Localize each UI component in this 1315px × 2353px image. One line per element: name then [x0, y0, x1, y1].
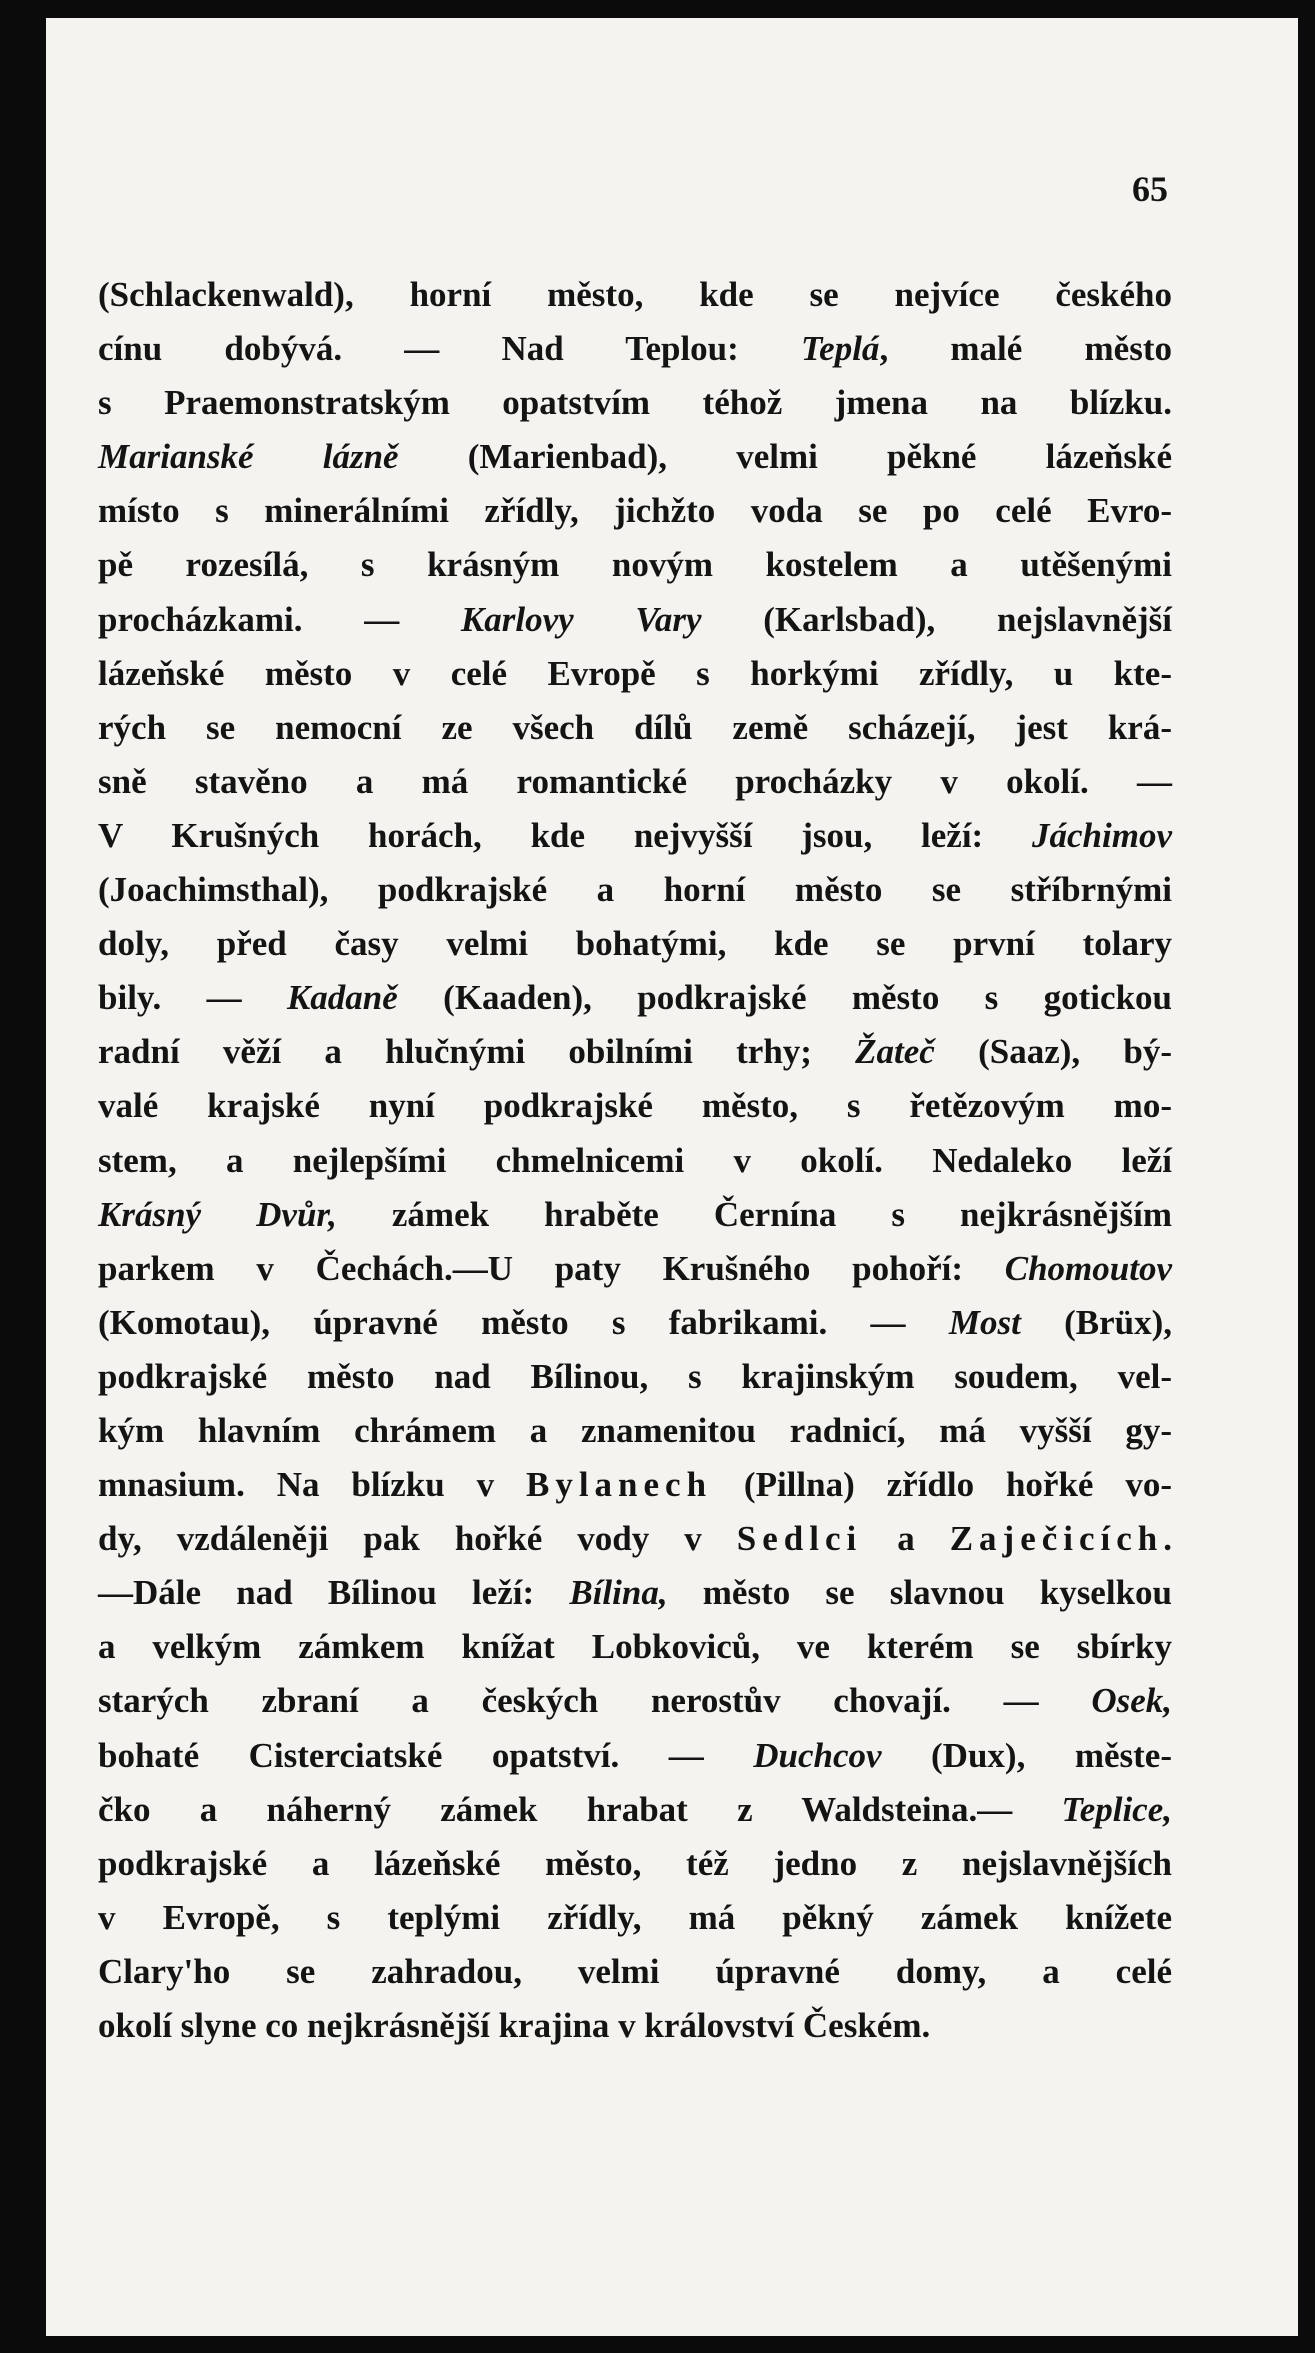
italic-place-name: Teplice, [1061, 1789, 1172, 1829]
text-segment: radní věží a hlučnými obilními trhy; [98, 1032, 856, 1072]
text-segment: (Joachimsthal), podkrajské a horní město se stříbrnými [98, 870, 1172, 910]
page-number: 65 [1132, 169, 1168, 209]
text-segment: bohaté Cisterciatské opatství. — [98, 1735, 754, 1775]
text-line [98, 1729, 1172, 1783]
text-line [98, 593, 1172, 647]
text-segment: dy, vzdáleněji pak hořké vody v [98, 1519, 737, 1559]
text-segment: (Saaz), bý- [934, 1032, 1172, 1072]
text-segment: lázeňské město v celé Evropě s horkými zřídly, u kte- [98, 653, 1172, 693]
text-line [98, 1134, 1172, 1188]
text-segment: procházkami. — [98, 599, 461, 639]
text-line [98, 322, 1172, 376]
text-segment: V Krušných horách, kde nejvyšší jsou, leží: [98, 815, 1033, 855]
text-line [98, 971, 1172, 1025]
text-segment: podkrajské a lázeňské město, též jedno z nejslavnějších [98, 1843, 1172, 1883]
spaced-place-name: Zaječicích [949, 1519, 1164, 1559]
text-line [98, 1620, 1172, 1674]
text-line [98, 1566, 1172, 1620]
text-line [98, 1512, 1172, 1566]
italic-place-name: Most [948, 1302, 1021, 1342]
text-segment: zámek hraběte Černína s nejkrásnějším [336, 1194, 1172, 1234]
text-line [98, 1079, 1172, 1133]
text-line [98, 1674, 1172, 1728]
text-segment: cínu dobývá. — Nad Teplou: [98, 329, 801, 369]
text-line [98, 1296, 1172, 1350]
text-line [98, 430, 1172, 484]
book-page [46, 18, 1298, 2336]
text-segment: (Dux), měste- [881, 1735, 1172, 1775]
italic-place-name: Žateč [855, 1032, 935, 1072]
text-segment: (Kaaden), podkrajské město s gotickou [397, 978, 1172, 1018]
text-segment: (Brüx), [1020, 1302, 1172, 1342]
text-segment: místo s minerálními zřídly, jichžto voda se po celé Evro- [98, 491, 1172, 531]
text-line [98, 1025, 1172, 1079]
text-segment: město se slavnou kyselkou [667, 1573, 1172, 1613]
text-line [98, 1458, 1172, 1512]
text-segment: okolí slyne co nejkrásnější krajina v království Českém. [98, 2006, 931, 2045]
body-text [98, 268, 1172, 2053]
spaced-place-name: Sedlci [736, 1519, 863, 1559]
text-line [98, 1188, 1172, 1242]
text-line [98, 647, 1172, 701]
text-segment: (Marienbad), velmi pěkné lázeňské [398, 437, 1172, 477]
text-segment: (Schlackenwald), horní město, kde se nejvíce českého [98, 275, 1172, 314]
text-segment: (Pillna) zřídlo hořké vo- [712, 1465, 1172, 1505]
text-line [98, 484, 1172, 538]
text-segment: kým hlavním chrámem a znamenitou radnicí, má vyšší gy- [98, 1410, 1172, 1450]
text-line [98, 1242, 1172, 1296]
italic-place-name: Marianské lázně [98, 437, 399, 477]
text-segment: pě rozesílá, s krásným novým kostelem a utěšenými [98, 545, 1172, 585]
text-segment: starých zbraní a českých nerostův chovají. — [98, 1681, 1092, 1721]
text-line [98, 1404, 1172, 1458]
text-segment: doly, před časy velmi bohatými, kde se první tolary [98, 924, 1172, 964]
text-segment: parkem v Čechách.—U paty Krušného pohoří: [98, 1248, 1005, 1288]
text-line [98, 863, 1172, 917]
text-line [98, 1350, 1172, 1404]
italic-place-name: Krásný Dvůr, [98, 1194, 337, 1234]
text-line [98, 809, 1172, 863]
text-segment: Clary'ho se zahradou, velmi úpravné domy, a celé [98, 1951, 1172, 1991]
italic-place-name: Chomoutov [1004, 1248, 1172, 1288]
italic-place-name: Jáchimov [1032, 815, 1172, 855]
text-line [98, 376, 1172, 430]
text-segment: sně stavěno a má romantické procházky v okolí. — [98, 761, 1172, 801]
text-segment: stem, a nejlepšími chmelnicemi v okolí. Nedaleko leží [98, 1140, 1172, 1180]
text-line [98, 755, 1172, 809]
text-segment: a velkým zámkem knížat Lobkoviců, ve kterém se sbírky [98, 1627, 1172, 1667]
text-segment: valé krajské nyní podkrajské město, s řetězovým mo- [98, 1086, 1172, 1126]
text-segment: čko a náherný zámek hrabat z Waldsteina.— [98, 1789, 1062, 1829]
text-line [98, 1999, 1172, 2053]
text-segment: . [1163, 1519, 1172, 1559]
italic-place-name: Karlovy Vary [460, 599, 702, 639]
text-line [98, 268, 1172, 322]
text-segment: podkrajské město nad Bílinou, s krajinským soudem, vel- [98, 1356, 1172, 1396]
text-line [98, 538, 1172, 592]
text-segment: s Praemonstratským opatstvím téhož jmena na blízku. [98, 383, 1172, 423]
italic-place-name: Osek, [1091, 1681, 1172, 1721]
italic-place-name: Bílina, [569, 1573, 668, 1613]
text-line [98, 1945, 1172, 1999]
text-segment: a [862, 1519, 950, 1559]
text-line [98, 701, 1172, 755]
text-segment: , malé město [879, 329, 1172, 369]
text-line [98, 1783, 1172, 1837]
italic-place-name: Teplá [801, 329, 880, 369]
spaced-place-name: Bylanech [525, 1465, 713, 1505]
text-segment: (Karlsbad), nejslavnější [701, 599, 1172, 639]
text-segment: (Komotau), úpravné město s fabrikami. — [98, 1302, 949, 1342]
text-segment: —Dále nad Bílinou leží: [98, 1573, 570, 1613]
text-segment: bily. — [98, 978, 287, 1018]
text-segment: v Evropě, s teplými zřídly, má pěkný zámek knížete [98, 1897, 1172, 1937]
italic-place-name: Kadaně [286, 978, 398, 1018]
text-segment: rých se nemocní ze všech dílů země scházejí, jest krá- [98, 707, 1172, 747]
text-line [98, 917, 1172, 971]
text-line [98, 1837, 1172, 1891]
text-line [98, 1891, 1172, 1945]
text-segment: mnasium. Na blízku v [98, 1465, 526, 1505]
italic-place-name: Duchcov [753, 1735, 882, 1775]
